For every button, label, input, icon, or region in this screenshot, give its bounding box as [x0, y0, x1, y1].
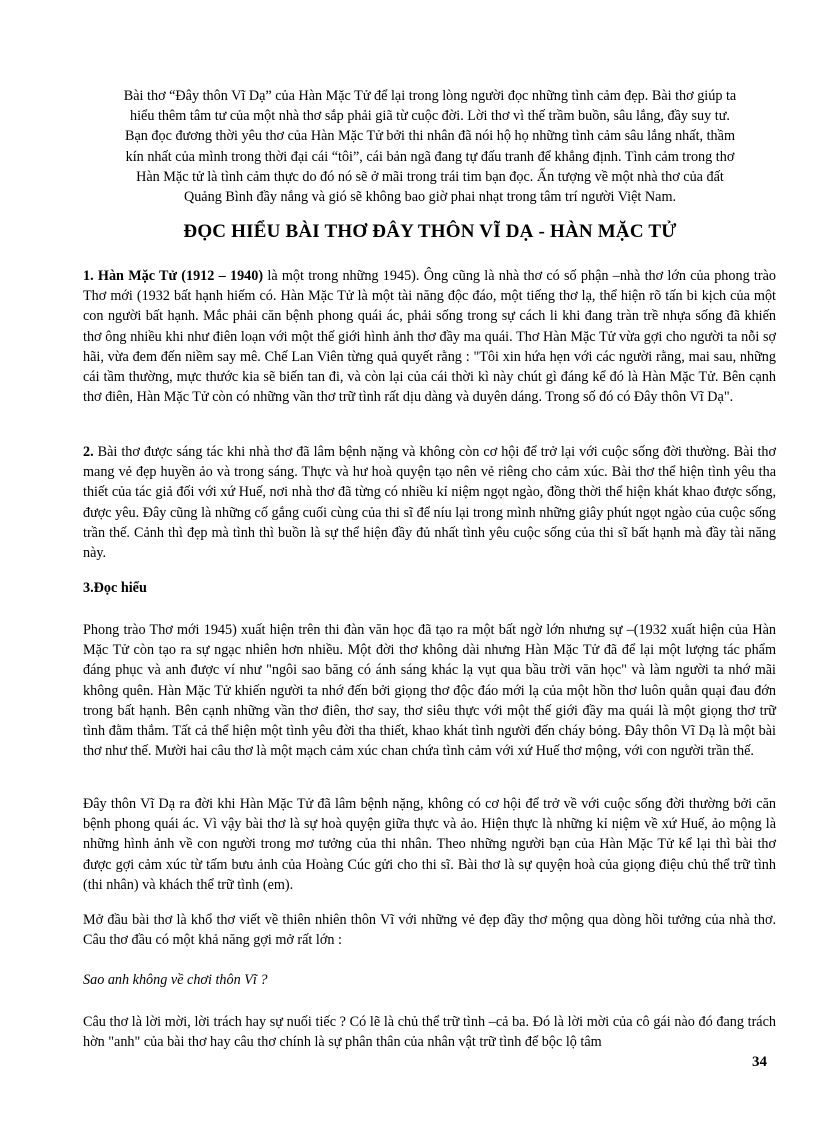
- intro-line: hiểu thêm tâm tư của một nhà thơ sắp phải giã từ cuộc đời. Lời thơ vì thế trầm buồn, sâu lắng, đầy suy tư.: [130, 108, 730, 125]
- body-paragraph: Đây thôn Vĩ Dạ ra đời khi Hàn Mặc Tử đã lâm bệnh nặng, không có cơ hội để trở về với cuộc sống đời thường bởi căn bệnh phong quái ác. Vì vậy bài thơ là sự hoà quyện giữa thực và ảo. Hiện thực là những kỉ niệm về xứ Huế, ảo mộng là những hình ảnh về con người trong mơ tưởng của thi nhân. Theo những người bạn của Hàn Mặc Tử kể lại thì bài thơ được gợi cảm xúc từ tấm bưu ảnh của Hoàng Cúc gửi cho thi sĩ. Bài thơ là sự quyện hoà của giọng điệu chủ thể trữ tình (thi nhân) và khách thể trữ tình (em).: [83, 796, 776, 893]
- intro-line: kín nhất của mình trong thời đại cái “tôi”, cái bản ngã đang tự đấu tranh để khẳng định. Tình cảm trong thơ: [125, 148, 735, 165]
- page-number: 34: [752, 1054, 767, 1070]
- body-paragraph: Phong trào Thơ mới 1945) xuất hiện trên thi đàn văn học đã tạo ra một bất ngờ lớn nhưng sự –(1932 xuất hiện của Hàn Mặc Tử còn tạo ra sự ngạc nhiên hơn nhiều. Một đời thơ không dài nhưng Hàn Mặc Tử đã để lại một lượng tác phẩm đáng phục và anh được ví như "ngôi sao băng có ánh sáng khác lạ vụt qua bầu trời văn học" và làm người ta nhớ mãi không quên. Hàn Mặc Tử khiến người ta nhớ đến bởi giọng thơ độc đáo mới lạ của một hồn thơ luôn quằn quại đau đớn trong bất hạnh. Bên cạnh những vần thơ điên, thơ say, thơ siêu thực với một thế giới đầy ma quái là một giọng thơ trữ tình đằm thắm. Tất cả thể hiện một tình yêu đời tha thiết, khao khát tình người đến cháy bỏng. Đây thôn Vĩ Dạ là một bài thơ như thế. Mười hai câu thơ là một mạch cảm xúc chan chứa tình cảm với xứ Huế thơ mộng, với con người trần thế.: [83, 622, 776, 760]
- section-1-lead: 1. Hàn Mặc Tử (1912 – 1940): [83, 268, 264, 284]
- section-3-title: 3.Đọc hiểu: [83, 580, 147, 596]
- section-2-body: Bài thơ được sáng tác khi nhà thơ đã lâm bệnh nặng và không còn cơ hội để trở lại với cuộc sống đời thường. Bài thơ mang vẻ đẹp huyền ảo và trong sáng. Thực và hư hoà quyện tạo nên vẻ riêng cho cảm xúc. Bài thơ thể hiện tình yêu tha thiết của tác giả đối với xứ Huế, nơi nhà thơ đã từng có nhiều kỉ niệm ngọt ngào, đồng thời thể hiện khát khao được sống, được yêu. Đây cũng là những cố gắng cuối cùng của thi sĩ để níu lại trong mình những giây phút ngọt ngào của cuộc sống trần thế. Cảnh thì đẹp mà tình thì buồn là sự thể hiện đầy đủ nhất tình yêu cuộc sống của thi sĩ bất hạnh mà đầy tài năng này.: [83, 444, 776, 562]
- section-2-paragraph: [83, 442, 776, 563]
- intro-line: Bài thơ “Đây thôn Vĩ Dạ” của Hàn Mặc Tử để lại trong lòng người đọc những tình cảm đẹp. Bài thơ giúp ta: [123, 88, 737, 104]
- section-1-paragraph: [83, 266, 776, 407]
- body-paragraph: Câu thơ là lời mời, lời trách hay sự nuối tiếc ? Có lẽ là chủ thể trữ tình –cả ba. Đó là lời mời của cô gái nào đó đang trách hờn "anh" của bài thơ hay câu thơ chính là sự phân thân của nhân vật trữ tình để bộc lộ tâm: [83, 1014, 776, 1051]
- intro-line: Hàn Mặc tử là tình cảm thực do đó nó sẽ ở mãi trong trái tim bạn đọc. Ấn tượng về một nhà thơ của đất: [136, 168, 724, 185]
- intro-line: Bạn đọc đương thời yêu thơ của Hàn Mặc Tử bởi thi nhân đã nói hộ họ những tình cảm sâu lắng nhất, thầm: [125, 128, 735, 145]
- verse-line: Sao anh không về chơi thôn Vĩ ?: [83, 972, 268, 988]
- page-title: ĐỌC HIỂU BÀI THƠ ĐÂY THÔN VĨ DẠ - HÀN MẶC TỬ: [183, 221, 677, 242]
- intro-line: Quảng Bình đầy nắng và gió sẽ không bao giờ phai nhạt trong tâm trí người Việt Nam.: [183, 189, 677, 206]
- body-paragraph: Mở đầu bài thơ là khổ thơ viết về thiên nhiên thôn Vĩ với những vẻ đẹp đầy thơ mộng qua dòng hồi tưởng của nhà thơ. Câu thơ đầu có một khả năng gợi mở rất lớn :: [83, 912, 776, 949]
- section-2-lead: 2.: [83, 444, 94, 460]
- section-1-body: là một trong những 1945). Ông cũng là nhà thơ có số phận –nhà thơ lớn của phong trào Thơ mới (1932 bất hạnh hiếm có. Hàn Mặc Tử là một tài năng độc đáo, một tiếng thơ lạ, thể hiện rõ tấn bi kịch của một con người bất hạnh. Mắc phải căn bệnh phong quái ác, phải sống trong sự cách li khi đang tràn trề nhựa sống đã khiến thơ ông nhiều khi như điên loạn với một thế giới hình ảnh thơ đầy ma quái. Thơ Hàn Mặc Tử vừa gợi cho người ta nỗi sợ hãi, vừa đem đến niềm say mê. Chế Lan Viên từng quả quyết rằng : "Tôi xin hứa hẹn với các người rằng, mai sau, những cái tầm thường, mực thước kia sẽ biến tan đi, và còn lại của cái thời kì này chút gì đáng kể đó là Hàn Mặc Tử. Bên cạnh thơ điên, Hàn Mặc Tử còn có những vần thơ trữ tình rất dịu dàng và duyên dáng. Trong số đó có Đây thôn Vĩ Dạ".: [83, 268, 776, 406]
- intro-paragraph: [80, 86, 780, 207]
